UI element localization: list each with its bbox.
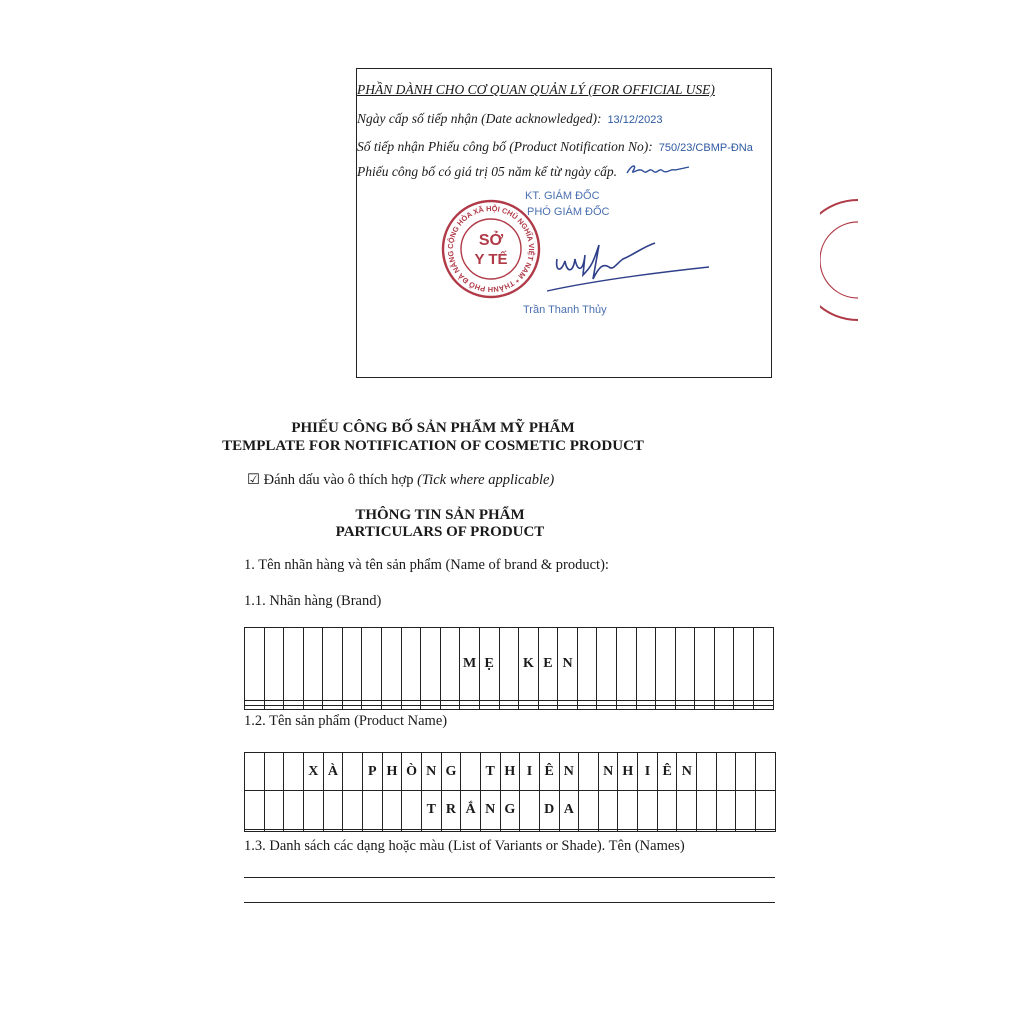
letter-box[interactable] [734,628,754,701]
letter-box[interactable] [323,829,343,831]
letter-box[interactable] [520,829,540,831]
letter-box[interactable] [754,628,774,701]
letter-box[interactable] [500,829,520,831]
letter-box[interactable] [421,628,441,701]
letter-box[interactable] [579,753,599,791]
product-name-label: 1.2. Tên sản phẩm (Product Name) [244,713,448,729]
letter-box[interactable] [636,628,656,701]
letter-box[interactable]: N [558,628,578,701]
letter-box[interactable]: R [441,791,461,829]
tick-instruction-text: Đánh dấu vào ô thích hợp [263,472,414,488]
letter-box[interactable] [597,628,617,701]
notification-number-line [357,139,753,155]
letter-box[interactable] [264,753,284,791]
signer-title-deputy: PHÓ GIÁM ĐỐC [527,206,610,218]
letter-box[interactable] [440,705,460,709]
letter-box[interactable]: P [362,753,382,791]
letter-box[interactable] [618,829,638,831]
letter-box[interactable]: Ẹ [479,628,499,701]
letter-box[interactable] [421,705,441,709]
letter-box[interactable] [343,753,363,791]
letter-box[interactable] [382,628,402,701]
letter-box[interactable] [520,791,540,829]
letter-box[interactable] [479,705,499,709]
letter-box[interactable] [382,705,402,709]
letter-box[interactable] [716,829,736,831]
letter-box[interactable] [657,829,677,831]
letter-box[interactable] [362,705,382,709]
form-title-vi: PHIẾU CÔNG BỐ SẢN PHẨM MỸ PHẨM [291,420,575,436]
letter-box[interactable] [734,705,754,709]
letter-box[interactable] [579,791,599,829]
letter-box[interactable] [264,791,284,829]
letter-box[interactable]: I [520,753,540,791]
section-title-vi: THÔNG TIN SẢN PHẨM [355,507,525,523]
letter-box[interactable] [284,753,304,791]
letter-box[interactable] [480,829,500,831]
notification-number-label: Số tiếp nhận Phiếu công bố (Product Notification No): [357,139,653,154]
seal-center-bottom: Y TẾ [474,251,508,268]
letter-box[interactable]: Ê [539,753,559,791]
letter-box[interactable] [716,791,736,829]
letter-box[interactable] [343,791,363,829]
letter-box[interactable] [618,791,638,829]
letter-box[interactable] [303,705,323,709]
letter-box[interactable]: N [677,753,697,791]
variants-label: 1.3. Danh sách các dạng hoặc màu (List of Variants or Shade). Tên (Names) [244,838,685,854]
letter-box[interactable] [461,829,481,831]
letter-box[interactable] [401,705,421,709]
letter-box[interactable] [597,705,617,709]
letter-box[interactable]: A [559,791,579,829]
letter-box[interactable] [342,705,362,709]
letter-box[interactable] [677,829,697,831]
letter-box[interactable] [716,753,736,791]
letter-box[interactable]: E [538,628,558,701]
letter-box[interactable] [284,628,304,701]
letter-box[interactable] [695,705,715,709]
letter-box[interactable] [499,705,519,709]
scan-margin [858,0,1024,1024]
letter-box[interactable] [756,791,776,829]
grid-row [245,791,776,829]
letter-box[interactable] [284,705,304,709]
letter-box[interactable]: Ắ [461,791,481,829]
letter-box[interactable] [402,791,422,829]
letter-box[interactable] [697,791,717,829]
letter-box[interactable] [382,791,402,829]
letter-box[interactable]: K [519,628,539,701]
section-title-en: PARTICULARS OF PRODUCT [335,524,545,540]
letter-box[interactable] [461,753,481,791]
variants-answer-line-1[interactable] [244,877,775,878]
seal-center-top: SỞ [478,232,504,249]
letter-box[interactable] [303,628,323,701]
letter-box[interactable] [362,829,382,831]
letter-box[interactable]: G [500,791,520,829]
grid-row [245,628,774,701]
tick-instruction-text-en: (Tick where applicable) [417,472,555,488]
adjacent-page-seal-fragment [820,196,860,326]
letter-box[interactable] [284,829,304,831]
form-title-en: TEMPLATE FOR NOTIFICATION OF COSMETIC PRODUCT [222,438,644,454]
letter-box[interactable]: H [500,753,520,791]
letter-box[interactable] [402,829,422,831]
letter-box[interactable] [638,829,658,831]
letter-box[interactable] [756,829,776,831]
letter-box[interactable]: Ò [402,753,422,791]
letter-box[interactable] [264,705,284,709]
letter-box[interactable] [675,628,695,701]
letter-box[interactable]: H [618,753,638,791]
validity-line: Phiếu công bố có giá trị 05 năm kể từ ngày cấp. [357,164,618,179]
seal-ring-text: CỘNG HÒA XÃ HỘI CHỦ NGHĨA VIỆT NAM * THÀNH PHỐ ĐÀ NẴNG [445,203,537,295]
letter-box[interactable] [264,628,284,701]
letter-box[interactable] [343,829,363,831]
initials-signature [623,159,693,181]
letter-box[interactable] [736,829,756,831]
letter-box[interactable] [519,705,539,709]
letter-box[interactable]: T [421,791,441,829]
letter-box[interactable] [558,705,578,709]
letter-box[interactable] [245,705,265,709]
letter-box[interactable] [638,791,658,829]
letter-box[interactable]: T [480,753,500,791]
letter-box[interactable]: H [382,753,402,791]
official-use-header: PHẦN DÀNH CHO CƠ QUAN QUẢN LÝ (FOR OFFICIAL USE) [357,82,715,97]
director-signature [543,237,713,297]
letter-box[interactable] [440,628,460,701]
letter-box[interactable]: I [638,753,658,791]
letter-box[interactable] [284,791,304,829]
date-acknowledged-label: Ngày cấp số tiếp nhận (Date acknowledged): [357,111,602,126]
letter-box[interactable] [499,628,519,701]
variants-answer-line-2[interactable] [244,902,775,903]
letter-box[interactable] [677,791,697,829]
brand-label: 1.1. Nhãn hàng (Brand) [244,593,382,609]
letter-box[interactable]: X [303,753,323,791]
letter-box[interactable] [342,628,362,701]
letter-box[interactable] [303,791,323,829]
letter-box[interactable] [579,829,599,831]
grid-row [245,753,776,791]
letter-box[interactable] [656,705,676,709]
letter-box[interactable]: N [598,753,618,791]
letter-box[interactable] [245,753,265,791]
letter-box[interactable] [559,829,579,831]
brand-letter-grid [244,627,774,710]
letter-box[interactable] [323,705,343,709]
letter-box[interactable] [736,753,756,791]
letter-box[interactable] [656,628,676,701]
notification-number-value: 750/23/CBMP-ĐNa [658,142,753,154]
letter-box[interactable] [697,753,717,791]
official-seal [441,199,541,299]
letter-box[interactable] [421,829,441,831]
brand-product-heading: 1. Tên nhãn hàng và tên sản phẩm (Name of brand & product): [244,557,609,573]
letter-box[interactable] [323,628,343,701]
letter-box[interactable]: M [460,628,480,701]
letter-box[interactable]: G [441,753,461,791]
letter-box[interactable] [362,628,382,701]
letter-box[interactable] [577,628,597,701]
letter-box[interactable] [695,628,715,701]
letter-box[interactable] [460,705,480,709]
letter-box[interactable] [577,705,597,709]
letter-box[interactable]: N [421,753,441,791]
letter-box[interactable] [714,705,734,709]
letter-box[interactable]: N [559,753,579,791]
letter-box[interactable]: N [480,791,500,829]
letter-box[interactable] [616,628,636,701]
checkbox-checked-icon: ☑ [247,472,260,488]
letter-box[interactable] [382,829,402,831]
letter-box[interactable] [598,791,618,829]
letter-box[interactable] [303,829,323,831]
official-use-box [356,68,772,378]
grid-row [245,829,776,831]
signer-name: Trần Thanh Thủy [523,304,607,316]
letter-box[interactable] [323,791,343,829]
letter-box[interactable] [441,829,461,831]
letter-box[interactable] [401,628,421,701]
letter-box[interactable] [697,829,717,831]
letter-box[interactable] [714,628,734,701]
letter-box[interactable] [362,791,382,829]
date-acknowledged-line [357,111,663,127]
date-acknowledged-value: 13/12/2023 [607,114,663,126]
letter-box[interactable] [756,753,776,791]
letter-box[interactable] [675,705,695,709]
letter-box[interactable] [245,628,265,701]
letter-box[interactable] [598,829,618,831]
tick-instruction [247,472,554,489]
letter-box[interactable] [736,791,756,829]
letter-box[interactable] [616,705,636,709]
letter-box[interactable] [538,705,558,709]
signer-title-kt: KT. GIÁM ĐỐC [525,190,600,202]
letter-box[interactable] [754,705,774,709]
letter-box[interactable]: D [539,791,559,829]
product-name-letter-grid [244,752,776,832]
letter-box[interactable] [657,791,677,829]
letter-box[interactable]: À [323,753,343,791]
grid-row [245,705,774,709]
letter-box[interactable] [264,829,284,831]
letter-box[interactable] [245,791,265,829]
letter-box[interactable] [636,705,656,709]
letter-box[interactable]: Ê [657,753,677,791]
letter-box[interactable] [245,829,265,831]
letter-box[interactable] [539,829,559,831]
